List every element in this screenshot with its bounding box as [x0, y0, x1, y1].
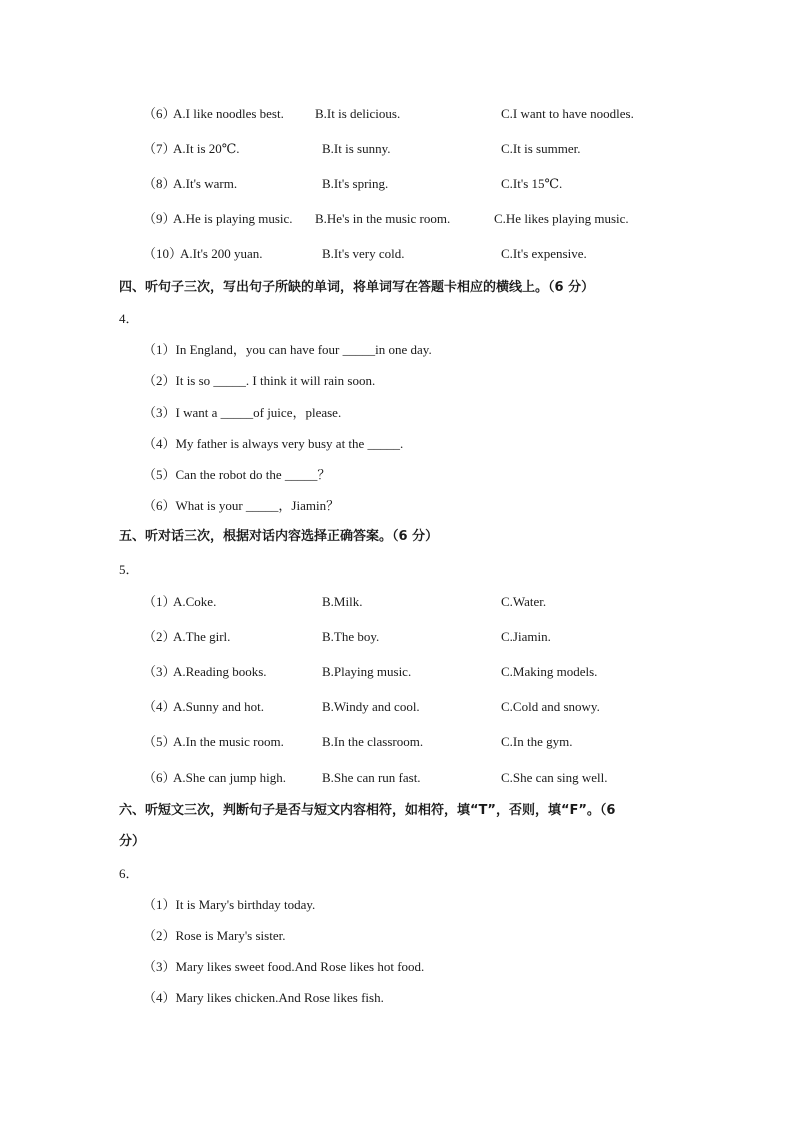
option-b: B.She can run fast.	[322, 770, 421, 785]
judge-item	[0, 895, 794, 915]
mc-row	[0, 174, 794, 194]
fill-item	[0, 465, 794, 485]
section-title: 六、听短文三次，判断句子是否与短文内容相符，如相符，填“T”，否则，填“F”。（6	[119, 803, 616, 818]
option-c: C.Jiamin.	[501, 629, 551, 644]
mc-row	[0, 592, 794, 612]
option-a: A.It's warm.	[173, 176, 238, 191]
option-a: A.I like noodles best.	[173, 106, 284, 121]
mc-row	[0, 697, 794, 717]
question-number: （6）	[143, 106, 176, 121]
option-b: B.In the classroom.	[322, 734, 424, 749]
section-title-continued: 分）	[119, 834, 146, 849]
question-group-number: 5．	[119, 562, 139, 577]
judge-item-text: （2）Rose is Mary's sister.	[143, 928, 286, 943]
mc-row	[0, 768, 794, 788]
option-c: C.Water.	[501, 594, 547, 609]
question-number: （1）	[143, 594, 176, 609]
fill-item	[0, 371, 794, 391]
option-b: B.It is delicious.	[315, 106, 401, 121]
option-c: C.It is summer.	[501, 141, 581, 156]
question-number: （4）	[143, 699, 176, 714]
option-a: A.Reading books.	[173, 664, 267, 679]
option-a: A.It is 20℃.	[173, 141, 240, 156]
option-b: B.Playing music.	[322, 664, 412, 679]
option-a: A.Coke.	[173, 594, 217, 609]
fill-item-text: （5）Can the robot do the _____？	[143, 467, 331, 482]
fill-item	[0, 403, 794, 423]
option-b: B.The boy.	[322, 629, 380, 644]
question-number: （8）	[143, 176, 176, 191]
judge-item-text: （3）Mary likes sweet food.And Rose likes hot food.	[143, 959, 425, 974]
option-a: A.He is playing music.	[173, 211, 293, 226]
option-a: A.Sunny and hot.	[173, 699, 264, 714]
question-number: （2）	[143, 629, 176, 644]
mc-row	[0, 627, 794, 647]
mc-row	[0, 139, 794, 159]
option-b: B.He's in the music room.	[315, 211, 451, 226]
mc-row	[0, 104, 794, 124]
question-number: （7）	[143, 141, 176, 156]
judge-item	[0, 988, 794, 1008]
judge-item-text: （1）It is Mary's birthday today.	[143, 897, 316, 912]
section-title: 五、听对话三次，根据对话内容选择正确答案。（6 分）	[119, 529, 439, 544]
fill-item-text: （1）In England，you can have four _____in one day.	[143, 342, 432, 357]
judge-item	[0, 926, 794, 946]
option-b: B.Milk.	[322, 594, 363, 609]
option-a: A.In the music room.	[173, 734, 284, 749]
option-b: B.It's very cold.	[322, 246, 405, 261]
mc-row	[0, 732, 794, 752]
question-number: （6）	[143, 770, 176, 785]
option-c: C.He likes playing music.	[494, 211, 629, 226]
option-b: B.Windy and cool.	[322, 699, 420, 714]
fill-item-text: （4）My father is always very busy at the _____.	[143, 436, 404, 451]
question-group-number: 4．	[119, 311, 139, 326]
option-c: C.Making models.	[501, 664, 598, 679]
question-number: （10）	[143, 246, 183, 261]
fill-item-text: （6）What is your _____，Jiamin？	[143, 498, 340, 513]
option-c: C.It's 15℃.	[501, 176, 563, 191]
option-b: B.It is sunny.	[322, 141, 391, 156]
fill-item	[0, 434, 794, 454]
section-title: 四、听句子三次，写出句子所缺的单词，将单词写在答题卡相应的横线上。（6 分）	[119, 280, 595, 295]
mc-row	[0, 662, 794, 682]
option-c: C.I want to have noodles.	[501, 106, 634, 121]
option-c: C.Cold and snowy.	[501, 699, 600, 714]
option-a: A.It's 200 yuan.	[180, 246, 263, 261]
fill-item-text: （3）I want a _____of juice，please.	[143, 405, 342, 420]
option-c: C.In the gym.	[501, 734, 573, 749]
question-number: （9）	[143, 211, 176, 226]
option-c: C.She can sing well.	[501, 770, 608, 785]
fill-item	[0, 340, 794, 360]
fill-item-text: （2）It is so _____. I think it will rain soon.	[143, 373, 376, 388]
option-a: A.She can jump high.	[173, 770, 287, 785]
mc-row	[0, 209, 794, 229]
option-b: B.It's spring.	[322, 176, 389, 191]
option-c: C.It's expensive.	[501, 246, 587, 261]
question-group-number: 6．	[119, 866, 139, 881]
judge-item	[0, 957, 794, 977]
question-number: （3）	[143, 664, 176, 679]
mc-row	[0, 244, 794, 264]
question-number: （5）	[143, 734, 176, 749]
fill-item	[0, 496, 794, 516]
option-a: A.The girl.	[173, 629, 231, 644]
judge-item-text: （4）Mary likes chicken.And Rose likes fish.	[143, 990, 384, 1005]
